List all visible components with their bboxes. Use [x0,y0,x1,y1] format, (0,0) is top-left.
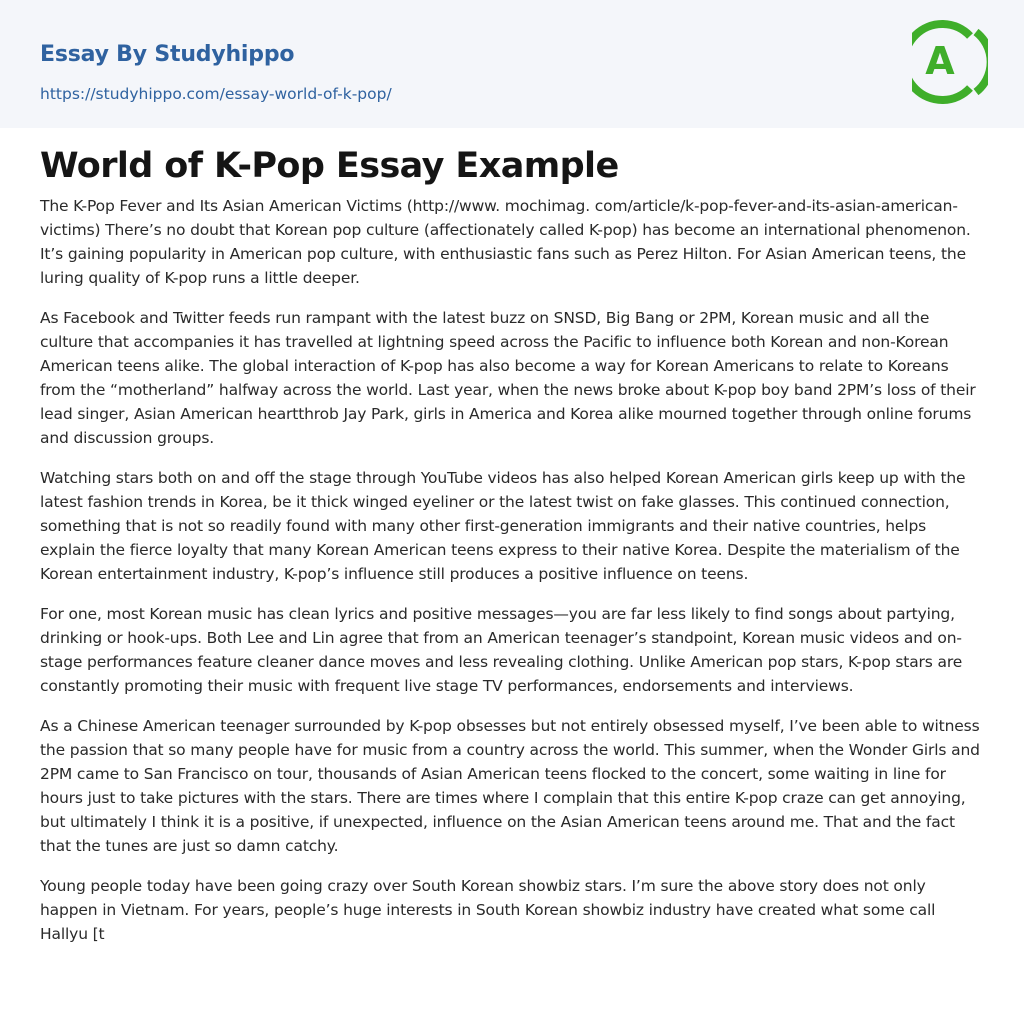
paragraph-1: The K-Pop Fever and Its Asian American Victims (http://www. mochimag. com/article/k-pop-fever-and-its-asian-american-victims) There’s no doubt that Korean pop culture (affectionately called K-pop) has become an international phenomenon. It’s gaining popularity in American pop culture, with enthusiastic fans such as Perez Hilton. For Asian American teens, the luring quality of K-pop runs a little deeper. [40,197,971,287]
paragraph-4: For one, most Korean music has clean lyrics and positive messages—you are far less likely to find songs about partying, drinking or hook-ups. Both Lee and Lin agree that from an American teenager’s standpoint, Korean music videos and on-stage performances feature cleaner dance moves and less revealing clothing. Unlike American pop stars, K-pop stars are constantly promoting their music with frequent live stage TV performances, endorsements and interviews. [40,605,963,695]
paragraph-3: Watching stars both on and off the stage through YouTube videos has also helped Korean American girls keep up with the latest fashion trends in Korea, be it thick winged eyeliner or the latest twist on fake glasses. This continued connection, something that is not so readily found with many other first-generation immigrants and their native countries, helps explain the fierce loyalty that many Korean American teens express to their native Korea. Despite the materialism of the Korean entertainment industry, K-pop’s influence still produces a positive influence on teens. [40,469,966,583]
paragraph-6: Young people today have been going crazy over South Korean showbiz stars. I’m sure the above story does not only happen in Vietnam. For years, people’s huge interests in South Korean showbiz industry have created what some call Hallyu [t [40,877,936,943]
studyhippo-logo[interactable] [912,18,988,106]
logo-a-icon [912,18,988,106]
essay-body [40,194,984,962]
essay-url-link[interactable]: https://studyhippo.com/essay-world-of-k-pop/ [40,85,392,103]
site-brand[interactable]: Essay By Studyhippo [40,42,295,67]
page-title: World of K-Pop Essay Example [40,146,619,186]
paragraph-2: As Facebook and Twitter feeds run rampant with the latest buzz on SNSD, Big Bang or 2PM, Korean music and all the culture that accompanies it has travelled at lightning speed across the Pacific to influence both Korean and non-Korean American teens alike. The global interaction of K-pop has also become a way for Korean Americans to relate to Koreans from the “motherland” halfway across the world. Last year, when the news broke about K-pop boy band 2PM’s loss of their lead singer, Asian American heartthrob Jay Park, girls in America and Korea alike mourned together through online forums and discussion groups. [40,309,976,447]
paragraph-5: As a Chinese American teenager surrounded by K-pop obsesses but not entirely obsessed myself, I’ve been able to witness the passion that so many people have for music from a country across the world. This summer, when the Wonder Girls and 2PM came to San Francisco on tour, thousands of Asian American teens flocked to the concert, some waiting in line for hours just to take pictures with the stars. There are times where I complain that this entire K-pop craze can get annoying, but ultimately I think it is a positive, if unexpected, influence on the Asian American teens around me. That and the fact that the tunes are just so damn catchy. [40,717,980,855]
logo-letter: A [925,39,955,83]
